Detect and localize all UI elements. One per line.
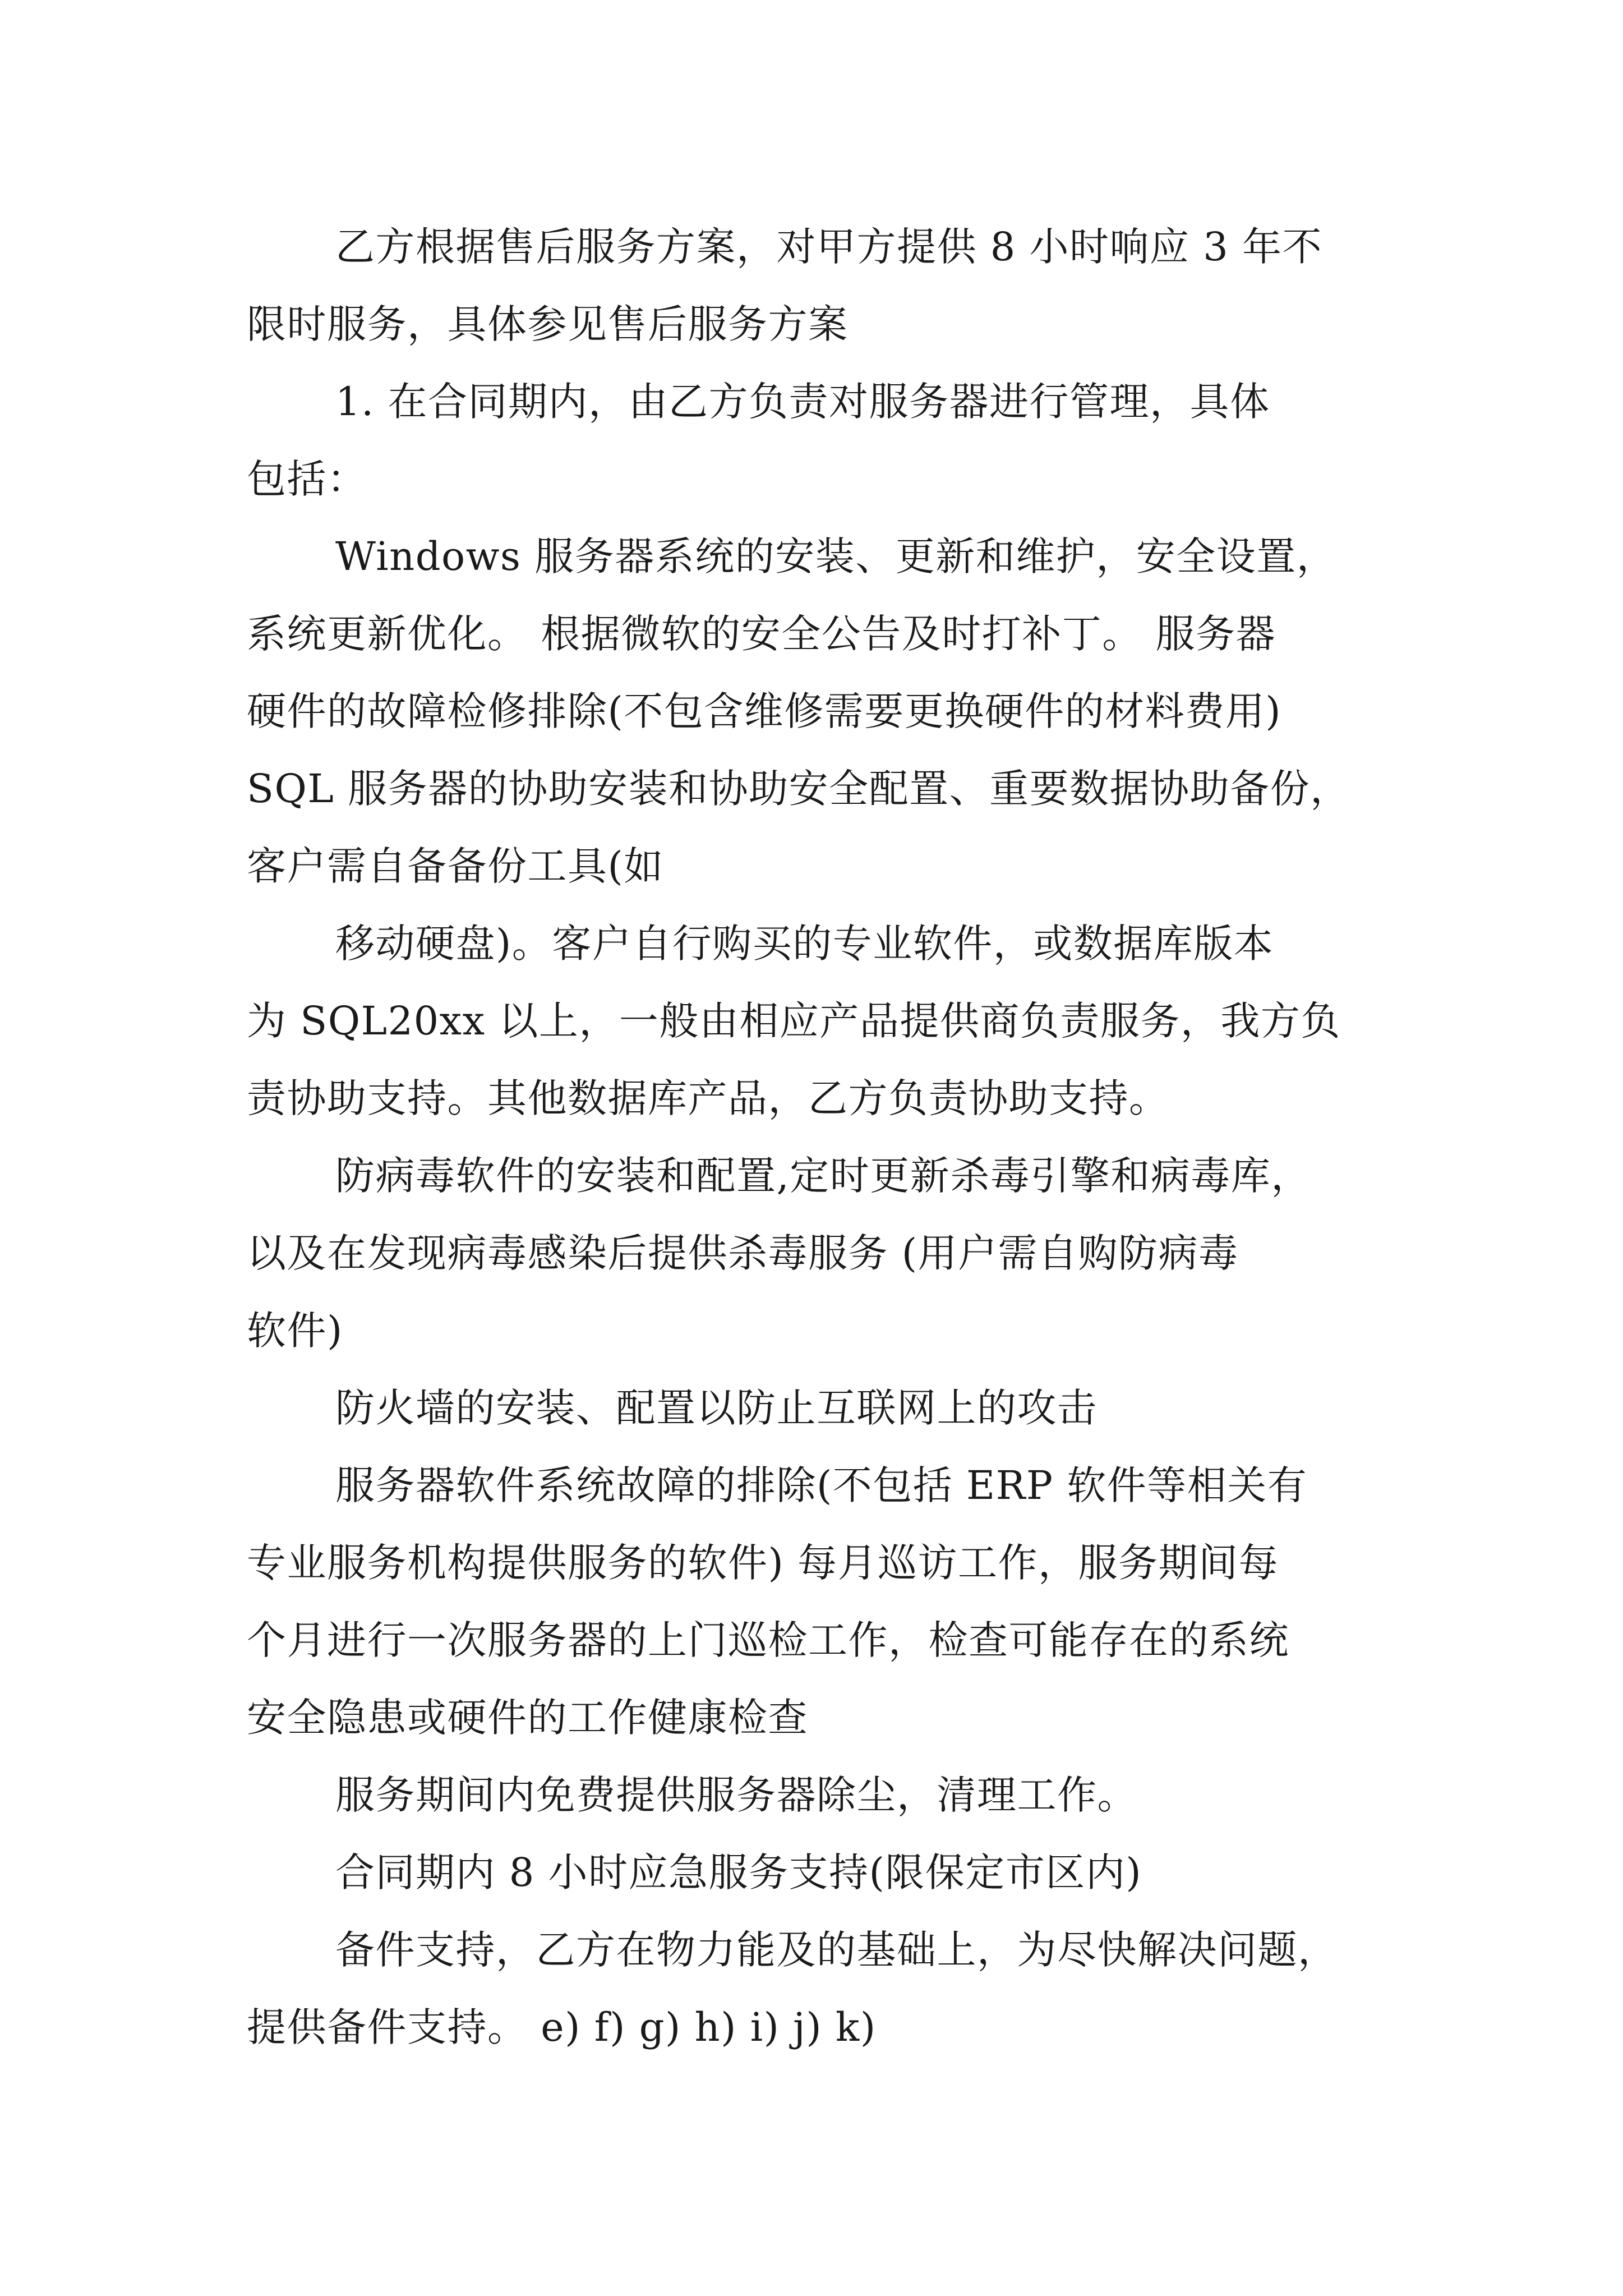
paragraph-line: 服务期间内免费提供服务器除尘，清理工作。 (335, 1772, 1137, 1818)
paragraph-line: 移动硬盘)。客户自行购买的专业软件，或数据库版本 (335, 921, 1274, 967)
paragraph-line: 客户需自备备份工具(如 (247, 843, 664, 889)
paragraph-line: SQL 服务器的协助安装和协助安全配置、重要数据协助备份， (247, 766, 1350, 812)
paragraph-line: 软件) (247, 1308, 343, 1354)
paragraph-line: 防病毒软件的安装和配置,定时更新杀毒引擎和病毒库， (335, 1153, 1311, 1199)
paragraph-line: 以及在发现病毒感染后提供杀毒服务 (用户需自购防病毒 (247, 1230, 1239, 1276)
paragraph-line: 备件支持，乙方在物力能及的基础上，为尽快解决问题， (335, 1927, 1338, 1973)
paragraph-line: 包括： (247, 456, 367, 502)
paragraph-line: 硬件的故障检修排除(不包含维修需要更换硬件的材料费用) (247, 688, 1282, 734)
paragraph-line: 提供备件支持。 e) f) g) h) i) j) k) (247, 2004, 877, 2050)
paragraph-line: 个月进行一次服务器的上门巡检工作，检查可能存在的系统 (247, 1617, 1289, 1663)
paragraph-line: 责协助支持。其他数据库产品，乙方负责协助支持。 (247, 1075, 1169, 1121)
paragraph-line: 安全隐患或硬件的工作健康检查 (247, 1695, 808, 1741)
paragraph-line: Windows 服务器系统的安装、更新和维护，安全设置， (335, 533, 1337, 579)
paragraph-line: 系统更新优化。 根据微软的安全公告及时打补丁。 服务器 (247, 611, 1276, 657)
paragraph-line: 合同期内 8 小时应急服务支持(限保定市区内) (335, 1849, 1142, 1895)
paragraph-line: 专业服务机构提供服务的软件) 每月巡访工作，服务期间每 (247, 1540, 1279, 1586)
paragraph-line: 乙方根据售后服务方案，对甲方提供 8 小时响应 3 年不 (335, 224, 1323, 270)
paragraph-line: 限时服务，具体参见售后服务方案 (247, 301, 849, 347)
paragraph-line: 防火墙的安装、配置以防止互联网上的攻击 (335, 1385, 1098, 1431)
paragraph-line: 1. 在合同期内，由乙方负责对服务器进行管理，具体 (335, 379, 1270, 425)
paragraph-line: 服务器软件系统故障的排除(不包括 ERP 软件等相关有 (335, 1462, 1308, 1508)
paragraph-line: 为 SQL20xx 以上，一般由相应产品提供商负责服务，我方负 (247, 998, 1341, 1044)
